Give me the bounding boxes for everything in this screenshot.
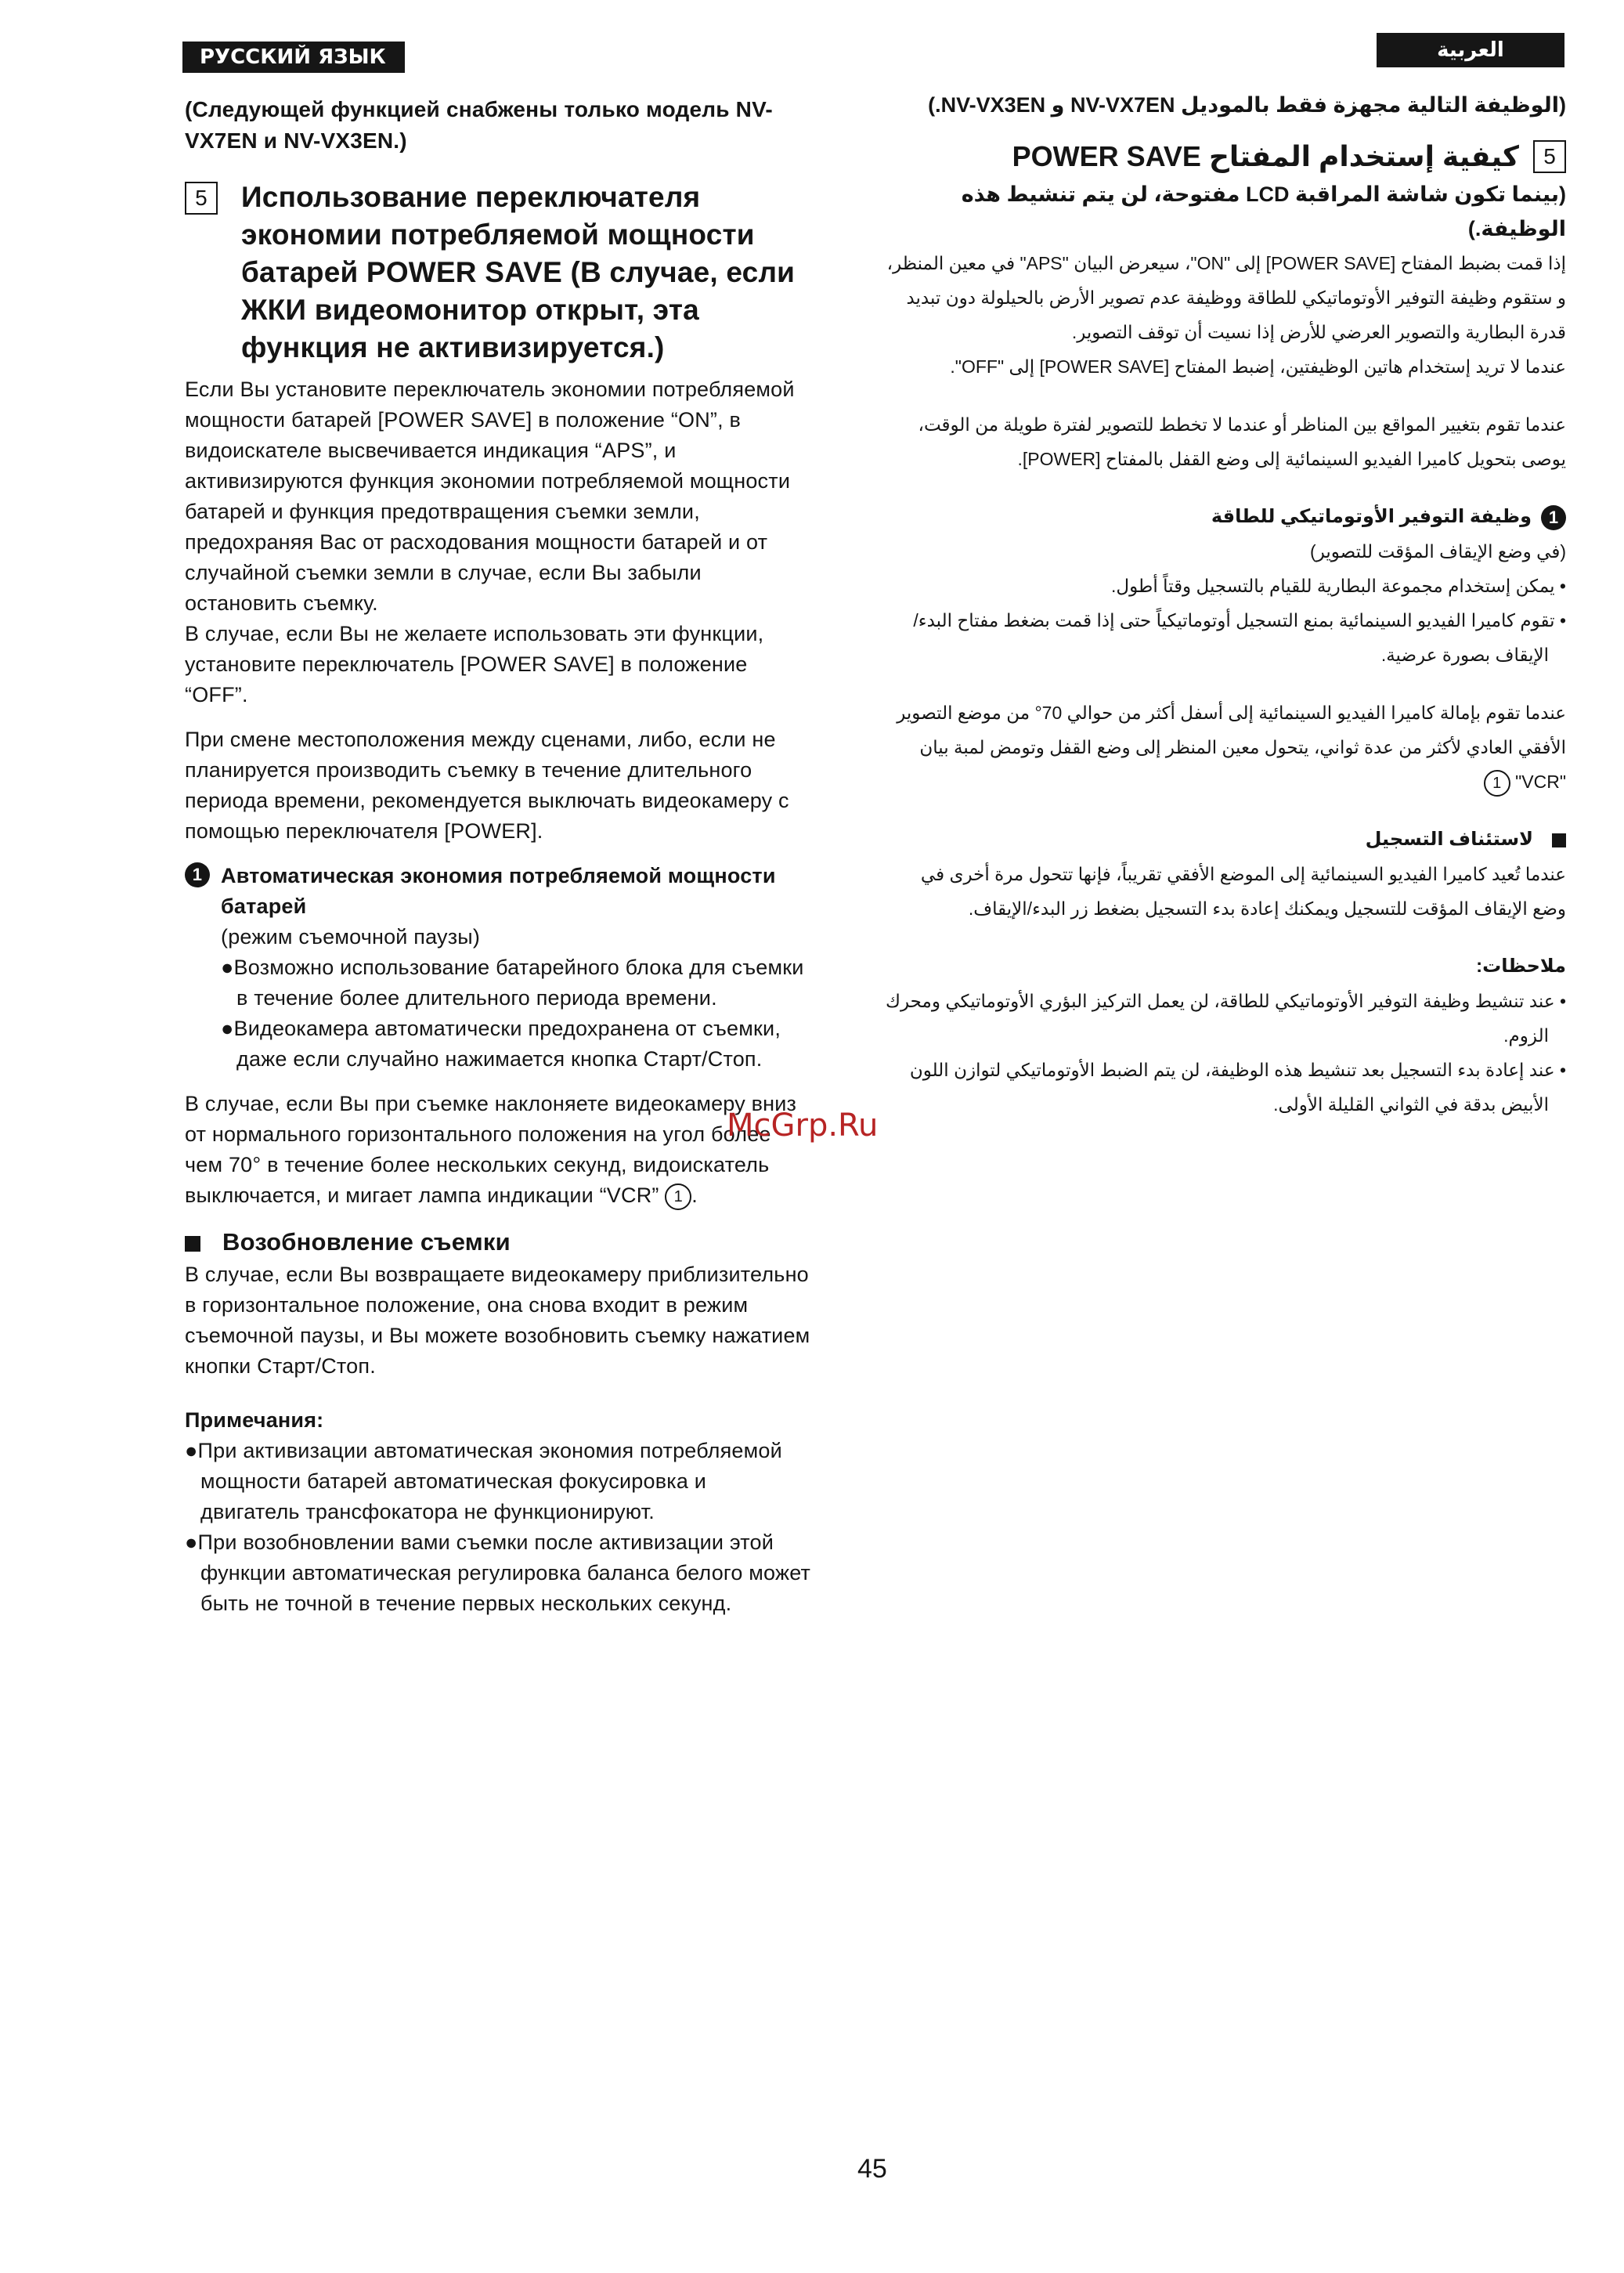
ar-paragraph-4-text: عندما تقوم بإمالة كاميرا الفيديو السينمائية إلى أسفل أكثر من حوالي 70° من موضع التصوير الأفقي العادي لأكثر من عدة ثواني، يتحول معين المنظر إلى وضع القفل وتومض لمبة بيان "VCR" (897, 703, 1566, 792)
ar-resume-title: لاستئناف التسجيل (1365, 829, 1533, 850)
ru-paragraph-4-text: В случае, если Вы при съемке наклоняете видеокамеру вниз от нормального горизонтального положения на угол более чем 70° в течение более нескольких секунд, видоискатель выключается, и мигает лампа индикации “VCR” (185, 1092, 797, 1207)
ru-resume-text: В случае, если Вы возвращаете видеокамеру приблизительно в горизонтальное положение, она снова входит в режим съемочной паузы, и Вы можете возобновить съемку нажатием кнопки Старт/Стоп. (185, 1263, 810, 1378)
page-number: 45 (857, 2154, 887, 2184)
ar-paragraph-4 (885, 696, 1566, 799)
ru-bullet-2: ●Видеокамера автоматически предохранена от съемки, даже если случайно нажимается кнопка Старт/Стоп. (221, 1017, 781, 1071)
ru-section-title: Использование переключателя экономии потребляемой мощности батарей POWER SAVE (В случае, если ЖКИ видеомонитор открыт, эта функция не активизируется.) (241, 181, 796, 363)
ar-lcd-note: (بينما تكون شاشة المراقبة LCD مفتوحة، لن يتم تنشيط هذه الوظيفة.) (961, 182, 1566, 240)
ru-note-2: ●При возобновлении вами съемки после активизации этой функции автоматическая регулировка баланса белого может быть не точной в течение первых нескольких секунд. (185, 1530, 811, 1615)
ru-circled-reference-1: 1 (665, 1183, 691, 1210)
ru-paragraph-4-end: . (691, 1183, 698, 1207)
ru-note-1: ●При активизации автоматическая экономия потребляемой мощности батарей автоматическая фокусировка и двигатель трансфокатора не функционируют. (185, 1439, 782, 1523)
ru-paragraph-3: При смене местоположения между сценами, либо, если не планируется производить съемку в течение длительного периода времени, рекомендуется выключать видеокамеру с помощью переключателя [POWER]. (185, 728, 789, 843)
ru-paragraph-2: В случае, если Вы не желаете использовать эти функции, установите переключатель [POWER SAVE] в положение “OFF”. (185, 622, 764, 706)
ru-paragraph-4 (185, 1089, 811, 1211)
ar-bullet-2: • تقوم كاميرا الفيديو السينمائية بمنع التسجيل أوتوماتيكياً حتى إذا قمت بضغط مفتاح البدء/الإيقاف بصورة عرضية. (913, 610, 1566, 665)
ar-subsection-title: وظيفة التوفير الأوتوماتيكي للطاقة (1211, 506, 1532, 527)
watermark: McGrp.Ru (727, 1108, 879, 1144)
ru-subsection-heading (185, 861, 811, 922)
ar-circled-reference-1: 1 (1484, 770, 1510, 797)
ar-bullet-1: • يمكن إستخدام مجموعة البطارية للقيام بالتسجيل وقتاً أطول. (1111, 576, 1566, 596)
square-bullet-icon (1552, 833, 1566, 847)
ru-section-number: 5 (185, 182, 218, 215)
ru-resume-heading (185, 1225, 811, 1259)
arabic-column (885, 88, 1566, 1122)
ar-paragraph-2: عندما لا تريد إستخدام هاتين الوظيفتين، إضبط المفتاح [POWER SAVE] إلى "OFF". (950, 356, 1566, 377)
ar-note-1: • عند تنشيط وظيفة التوفير الأوتوماتيكي للطاقة، لن يعمل التركيز البؤري الأوتوماتيكي ومحرك الزوم. (886, 991, 1566, 1046)
ar-note-2: • عند إعادة بدء التسجيل بعد تنشيط هذه الوظيفة، لن يتم الضبط الأوتوماتيكي لتوازن اللون الأبيض بدقة في الثواني القليلة الأولى. (909, 1060, 1566, 1115)
ru-subsection-mode: (режим съемочной паузы) (221, 925, 481, 949)
russian-column (185, 94, 811, 1619)
ar-section-heading (885, 136, 1566, 177)
ru-subsection-title: Автоматическая экономия потребляемой мощности батарей (221, 864, 776, 918)
ru-bullet-1: ●Возможно использование батарейного блока для съемки в течение более длительного периода времени. (221, 956, 804, 1010)
arabic-language-badge: العربية (1377, 33, 1564, 67)
russian-language-badge: РУССКИЙ ЯЗЫК (182, 42, 405, 73)
ru-intro: (Следующей функцией снабжены только модель NV-VX7EN и NV-VX3EN.) (185, 97, 773, 153)
ar-section-number: 5 (1533, 140, 1566, 173)
ru-paragraph-1: Если Вы установите переключатель экономии потребляемой мощности батарей [POWER SAVE] в положение “ON”, в видоискателе высвечивается индикация “APS”, и активизируются функция экономии потребляемой мощности батарей и функция предотвращения съемки земли, предохраняя Вас от расходования мощности батарей и от случайной съемки земли в случае, если Вы забыли остановить съемку. (185, 378, 795, 615)
ru-circled-number-1: 1 (185, 862, 210, 887)
ar-intro: (الوظيفة التالية مجهزة فقط بالموديل NV-VX7EN و NV-VX3EN.) (928, 93, 1566, 117)
ru-section-heading (185, 179, 811, 367)
square-bullet-icon (185, 1236, 200, 1252)
ar-subsection-mode: (في وضع الإيقاف المؤقت للتصوير) (1310, 541, 1566, 562)
ar-section-title: كيفية إستخدام المفتاح POWER SAVE (1012, 140, 1519, 172)
ar-paragraph-1: إذا قمت بضبط المفتاح [POWER SAVE] إلى "ON"، سيعرض البيان "APS" في معين المنظر، و ستقوم وظيفة التوفير الأوتوماتيكي للطاقة ووظيفة عدم تصوير الأرض بالحيلولة دون تبديد قدرة البطارية والتصوير العرضي للأرض إذا نسيت أن توقف التصوير. (886, 253, 1566, 342)
ar-resume-text: عندما تُعيد كاميرا الفيديو السينمائية إلى الموضع الأفقي تقريباً، فإنها تتحول مرة أخرى في وضع الإيقاف المؤقت للتسجيل ويمكنك إعادة بدء التسجيل بضغط زر البدء/الإيقاف. (920, 864, 1566, 919)
ar-paragraph-3: عندما تقوم بتغيير المواقع بين المناظر أو عندما لا تخطط للتصوير لفترة طويلة من الوقت، يوصى بتحويل كاميرا الفيديو السينمائية إلى وضع القفل بالمفتاح [POWER]. (918, 414, 1566, 469)
ar-resume-heading (885, 822, 1566, 857)
ru-resume-title: Возобновление съемки (222, 1228, 511, 1256)
ar-subsection-heading (885, 500, 1566, 534)
ru-notes-heading: Примечания: (185, 1408, 324, 1432)
ar-circled-number-1: 1 (1541, 505, 1566, 530)
ar-notes-heading: ملاحظات: (1476, 956, 1566, 977)
